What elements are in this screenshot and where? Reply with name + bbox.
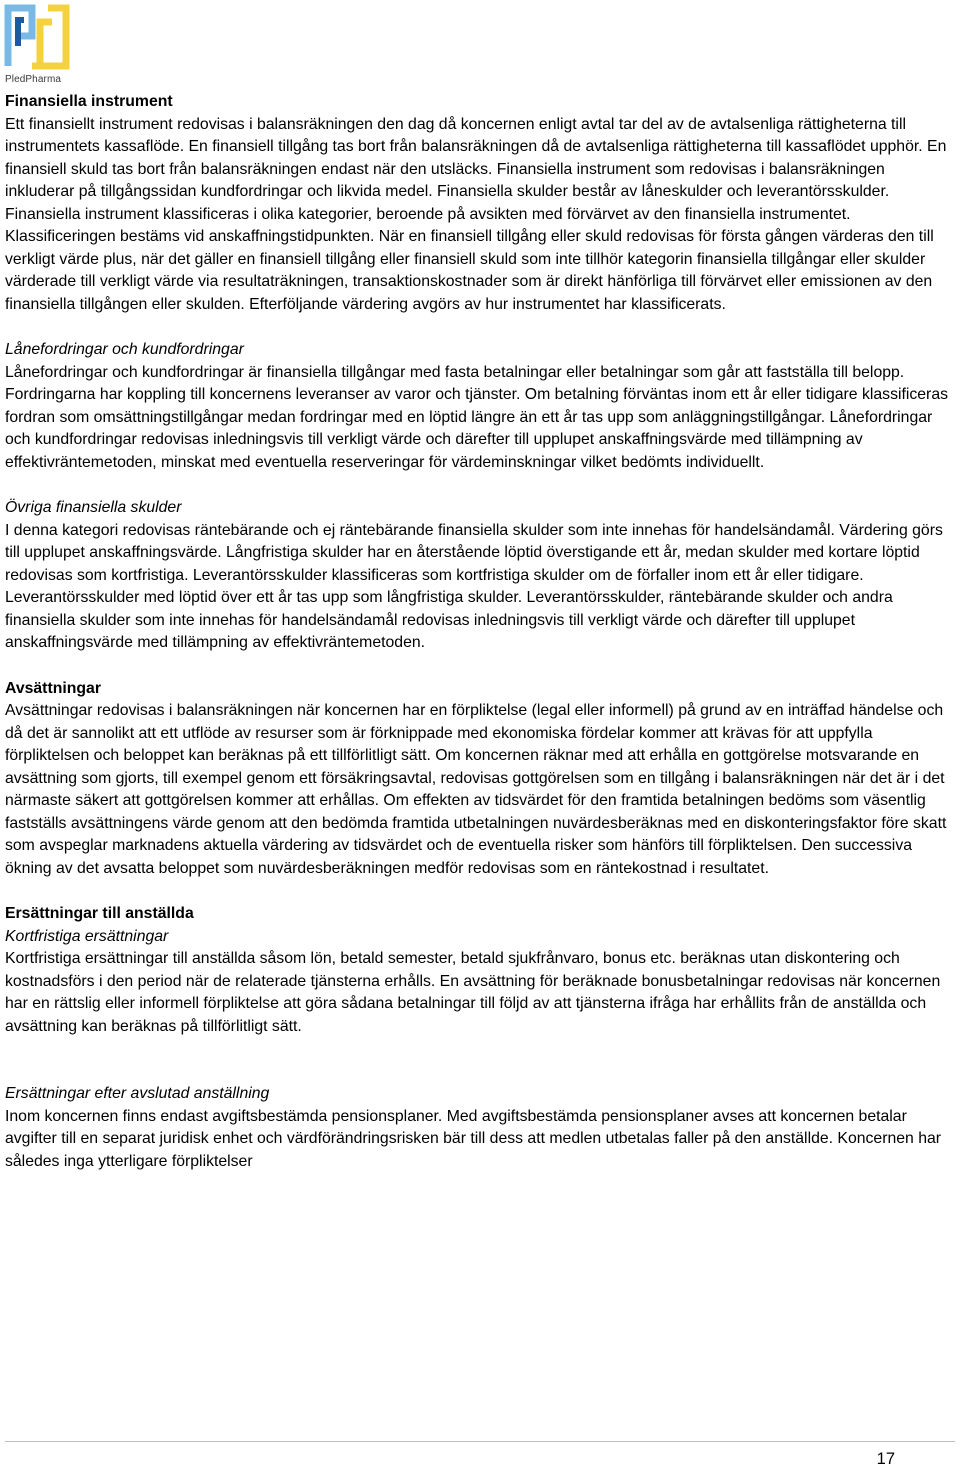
pledpharma-logo-mark (4, 2, 76, 72)
section-body: I denna kategori redovisas räntebärande och ej räntebärande finansiella skulder som inte innehas för handelsändamål. Värdering görs till upplupet anskaffningsvärde. Långfristiga skulder har en återstående löptid överstigande ett år, medan skulder med kortare löptid redovisas som kortfristiga. Leverantörsskulder klassificeras som kortfristiga skulder om de förfaller inom ett år eller tidigare. Leverantörsskulder med löptid över ett år tas upp som långfristiga skulder. Leverantörsskulder, räntebärande skulder och andra finansiella skulder som inte innehas för handelsändamål redovisas inledningsvis till verkligt värde och därefter till upplupet anskaffningsvärde med tillämpning av effektivräntemetoden. (5, 521, 943, 651)
document-body (5, 91, 950, 1173)
section-heading: Finansiella instrument (5, 93, 173, 110)
section-body: Lånefordringar och kundfordringar är finansiella tillgångar med fasta betalningar eller betalningar som går att fastställa till belopp. Fordringarna har koppling till koncernens leveranser av varor och tjänster. Om betalning förväntas inom ett år eller tidigare klassificeras fordran som omsättningstillgångar medan fordringar med en löptid längre än ett år tas upp som anläggningstillgångar. Lånefordringar och kundfordringar redovisas inledningsvis till verkligt värde och därefter till upplupet anskaffningsvärde med tillämpning av effektivräntemetoden, minskat med eventuella reserveringar för värdeminskningar vilket bedömts individuellt. (5, 363, 948, 471)
section-subheading: Övriga finansiella skulder (5, 499, 182, 516)
section-body: Inom koncernen finns endast avgiftsbestämda pensionsplaner. Med avgiftsbestämda pensionsplaner avses att koncernen betalar avgifter till en separat juridisk enhet och värdförändringsrisken bär till dess att medlen utbetalas faller på den anställde. Koncernen har således inga ytterligare förpliktelser (5, 1107, 942, 1170)
section-subheading: Kortfristiga ersättningar (5, 927, 169, 945)
logo-wordmark: PledPharma (5, 74, 62, 85)
section-body: Ett finansiellt instrument redovisas i balansräkningen den dag då koncernen enligt avtal tar del av de avtalsenliga rättigheterna till instrumentets kassaflöde. En finansiell tillgång tas bort från balansräkningen då de avtalsenliga rättigheterna till kassaflödet upphör. En finansiell skuld tas bort från balansräkningen endast när den utsläcks. Finansiella instrument som redovisas i balansräkningen inkluderar på tillgångssidan kundfordringar och likvida medel. Finansiella skulder består av låneskulder och leverantörsskulder. Finansiella instrument klassificeras i olika kategorier, beroende på avsikten med förvärvet av den finansiella instrumentet. Klassificeringen bestäms vid anskaffningstidpunkten. När en finansiell tillgång eller skuld redovisas för första gången värderas den till verkligt värde plus, när det gäller en finansiell tillgång eller finansiell skuld som inte tillhör kategorin finansiella tillgångar eller skulder värderade till verkligt värde via resultaträkningen, transaktionskostnader som är direkt hänförliga till förvärvet eller emissionen av den finansiella tillgången eller skulden. Efterföljande värdering avgörs av hur instrumentet har klassificerats. (5, 115, 947, 313)
pledpharma-logo (4, 2, 76, 86)
section-subheading: Ersättningar efter avslutad anställning (5, 1085, 270, 1102)
footer-divider (5, 1441, 955, 1442)
section-heading: Ersättningar till anställda (5, 905, 194, 922)
section-subheading: Lånefordringar och kundfordringar (5, 341, 244, 358)
section-body: Avsättningar redovisas i balansräkningen när koncernen har en förpliktelse (legal eller informell) på grund av en inträffad händelse och då det är sannolikt att ett utflöde av resurser som är förknippade med ekonomiska fördelar kommer att krävas för att uppfylla förpliktelsen och beloppet kan beräknas på ett tillförlitligt sätt. Om koncernen räknar med att erhålla en gottgörelse motsvarande en avsättning som gjorts, till exempel genom ett försäkringsavtal, redovisas gottgörelsen som en tillgång i balansräkningen när det är i det närmaste säkert att gottgörelsen kommer att erhållas. Om effekten av tidsvärdet för den framtida betalningen bedöms som väsentlig fastställs avsättningens värde genom att den bedömda framtida utbetalningen nuvärdesberäknas med en diskonteringsfaktor före skatt som avspeglar marknadens aktuella värdering av tidsvärdet och de eventuella risker som hänförs till förpliktelsen. Den successiva ökning av det avsatta beloppet som nuvärdesberäkningen medför redovisas som en räntekostnad i resultatet. (5, 702, 947, 877)
section-body: Kortfristiga ersättningar till anställda såsom lön, betald semester, betald sjukfrånvaro, bonus etc. beräknas utan diskontering och kostnadsförs i den period när de relaterade tjänsterna erhålls. En avsättning för beräknade bonusbetalningar redovisas när koncernen har en rättslig eller informell förpliktelse att göra sådana betalningar till följd av att tjänsterna ifråga har erhållits från de anställda och avsättning kan beräknas på tillförlitligt sätt. (5, 950, 941, 1035)
page-number: 17 (876, 1450, 895, 1468)
section-heading: Avsättningar (5, 679, 101, 697)
